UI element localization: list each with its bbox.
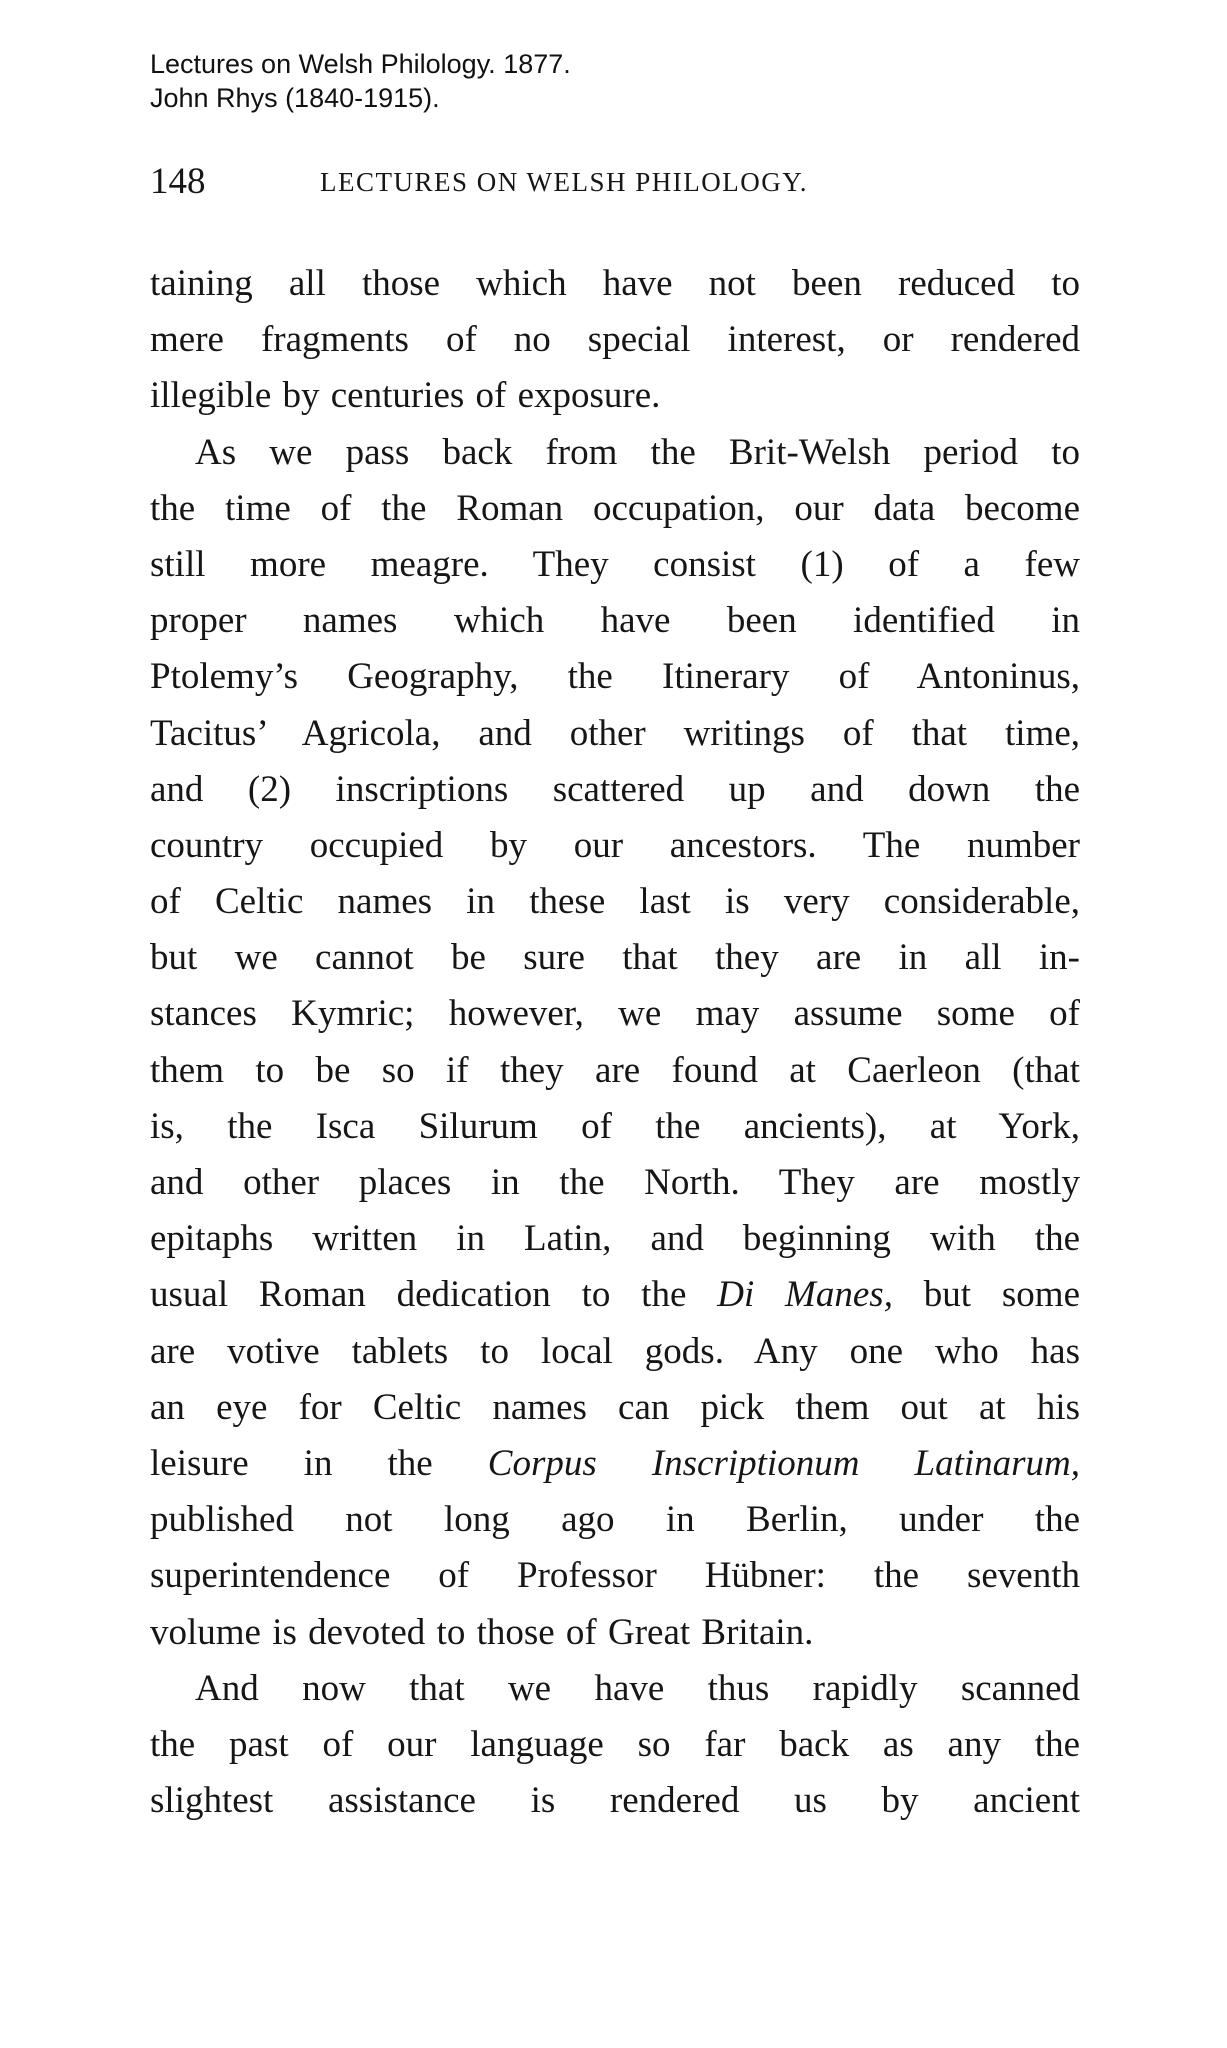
text-segment: usual Roman dedication to the [150, 1274, 718, 1316]
text-line [150, 256, 1080, 312]
text-segment: leisure in the [150, 1442, 488, 1484]
text-line [150, 1099, 1080, 1155]
text-line [150, 1211, 1080, 1267]
text-segment: stances Kymric; however, we may assume some of [150, 993, 1080, 1035]
text-segment: and (2) inscriptions scattered up and down the [150, 768, 1080, 810]
text-segment: them to be so if they are found at Caerleon (that [150, 1049, 1080, 1091]
body-text [150, 256, 1080, 1829]
text-segment: but we cannot be sure that they are in all in- [150, 937, 1080, 979]
text-line [150, 930, 1080, 986]
text-line [150, 1773, 1080, 1829]
text-line [150, 1155, 1080, 1211]
text-line [150, 1548, 1080, 1604]
text-segment: of Celtic names in these last is very considerable, [150, 881, 1080, 923]
text-line [150, 1267, 1080, 1323]
text-line [150, 1717, 1080, 1773]
text-segment: the past of our language so far back as any the [150, 1723, 1080, 1765]
text-segment: mere fragments of no special interest, or rendered [150, 319, 1080, 361]
page-number: 148 [150, 161, 206, 202]
text-line [150, 481, 1080, 537]
text-line [150, 425, 1080, 481]
text-segment: the time of the Roman occupation, our data become [150, 487, 1080, 529]
text-segment: And now that we have thus rapidly scanned [195, 1667, 1080, 1709]
text-segment: is, the Isca Silurum of the ancients), at York, [150, 1105, 1080, 1147]
text-segment: Ptolemy’s Geography, the Itinerary of Antoninus, [150, 656, 1080, 698]
text-segment: Tacitus’ Agricola, and other writings of that time, [150, 712, 1080, 754]
text-line [150, 1324, 1080, 1380]
text-line [150, 368, 1080, 424]
text-line [150, 818, 1080, 874]
text-line [150, 537, 1080, 593]
text-segment: still more meagre. They consist (1) of a few [150, 543, 1080, 585]
text-line [150, 1492, 1080, 1548]
italic-title: Di Manes, [717, 1274, 893, 1316]
text-segment: taining all those which have not been reduced to [150, 263, 1080, 304]
text-line [150, 986, 1080, 1042]
text-line [150, 762, 1080, 818]
text-segment: volume is devoted to those of Great Britain. [150, 1611, 814, 1653]
text-line [150, 1661, 1080, 1717]
text-line [150, 1605, 1080, 1661]
text-segment: epitaphs written in Latin, and beginning with the [150, 1218, 1080, 1260]
text-segment: and other places in the North. They are mostly [150, 1162, 1080, 1203]
running-head: LECTURES ON WELSH PHILOLOGY. [320, 167, 809, 197]
text-line [150, 649, 1080, 705]
text-segment: are votive tablets to local gods. Any one who has [150, 1330, 1080, 1372]
text-line [150, 593, 1080, 649]
text-segment: As we pass back from the Brit-Welsh period to [195, 431, 1080, 473]
text-segment: but some [892, 1274, 1080, 1316]
text-line [150, 312, 1080, 368]
text-line [150, 874, 1080, 930]
source-author: John Rhys (1840-1915). [150, 83, 440, 113]
source-title: Lectures on Welsh Philology. 1877. [150, 49, 571, 79]
text-line [150, 1380, 1080, 1436]
text-line [150, 1436, 1080, 1492]
text-line [150, 706, 1080, 762]
italic-title: Corpus Inscriptionum Latinarum, [487, 1442, 1080, 1484]
text-segment: country occupied by our ancestors. The number [150, 824, 1080, 866]
text-line [150, 1043, 1080, 1099]
text-segment: an eye for Celtic names can pick them out at his [150, 1386, 1080, 1428]
text-segment: illegible by centuries of exposure. [150, 375, 661, 417]
text-segment: published not long ago in Berlin, under the [150, 1499, 1080, 1541]
text-segment: superintendence of Professor Hübner: the seventh [150, 1555, 1080, 1597]
text-segment: proper names which have been identified in [150, 600, 1080, 642]
text-segment: slightest assistance is rendered us by ancient [150, 1780, 1080, 1822]
